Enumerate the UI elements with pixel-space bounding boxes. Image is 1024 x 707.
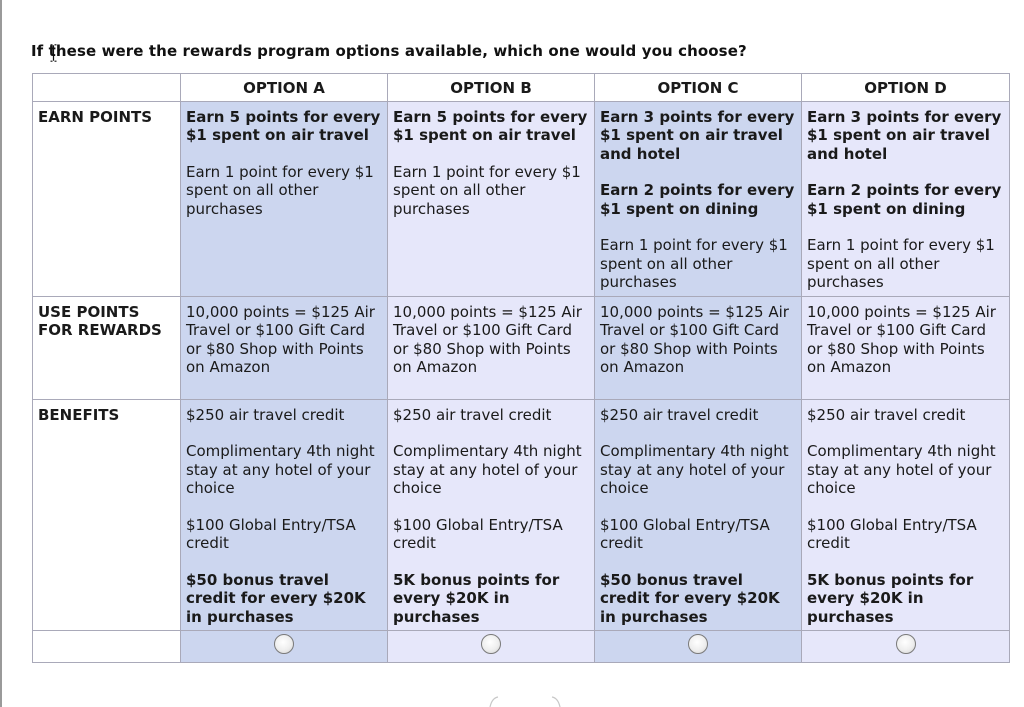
option-c-header: OPTION C: [595, 74, 802, 102]
benefit-text: 5K bonus points for every $20K in purchases: [807, 570, 974, 626]
question-text: If these were the rewards program options available, which one would you choose?: [31, 42, 747, 60]
earn-text: Earn 5 points for every $1 spent on air travel: [393, 107, 588, 144]
option-d-header: OPTION D: [802, 74, 1010, 102]
choice-row: [33, 630, 1010, 663]
benefit-text: Complimentary 4th night stay at any hotel of your choice: [600, 442, 789, 497]
option-b-choice-cell: [388, 630, 595, 663]
option-d-use-cell: 10,000 points = $125 Air Travel or $100 Gift Card or $80 Shop with Points on Amazon: [802, 296, 1010, 399]
earn-text: Earn 1 point for every $1 spent on all other purchases: [393, 162, 581, 218]
benefit-text: $100 Global Entry/TSA credit: [186, 515, 356, 552]
benefit-text: Complimentary 4th night stay at any hotel of your choice: [186, 442, 375, 497]
earn-text: Earn 3 points for every $1 spent on air travel and hotel: [600, 107, 795, 163]
option-b-radio[interactable]: [481, 634, 501, 654]
header-corner: [33, 74, 181, 102]
option-c-radio[interactable]: [688, 634, 708, 654]
option-b-use-cell: 10,000 points = $125 Air Travel or $100 Gift Card or $80 Shop with Points on Amazon: [388, 296, 595, 399]
benefit-text: Complimentary 4th night stay at any hotel of your choice: [807, 442, 996, 497]
benefits-row: [33, 399, 1010, 630]
option-d-earn-cell: [802, 101, 1010, 296]
text-cursor-icon: [50, 44, 57, 62]
earn-text: Earn 3 points for every $1 spent on air travel and hotel: [807, 107, 1002, 163]
option-d-radio[interactable]: [896, 634, 916, 654]
option-a-earn-cell: [181, 101, 388, 296]
options-table: [32, 73, 1010, 663]
option-b-earn-cell: [388, 101, 595, 296]
benefit-text: $50 bonus travel credit for every $20K in purchases: [600, 570, 780, 626]
option-a-choice-cell: [181, 630, 388, 663]
option-b-header: OPTION B: [388, 74, 595, 102]
option-c-earn-cell: [595, 101, 802, 296]
benefits-label: BENEFITS: [33, 399, 181, 630]
option-d-benefits-cell: [802, 399, 1010, 630]
option-a-benefits-cell: [181, 399, 388, 630]
benefit-text: $250 air travel credit: [186, 405, 345, 424]
option-a-header: OPTION A: [181, 74, 388, 102]
choice-row-label: [33, 630, 181, 663]
earn-text: Earn 5 points for every $1 spent on air travel: [186, 107, 381, 144]
earn-text: Earn 1 point for every $1 spent on all other purchases: [186, 162, 374, 218]
benefit-text: $250 air travel credit: [807, 405, 966, 424]
header-row: [33, 74, 1010, 102]
earn-text: Earn 1 point for every $1 spent on all other purchases: [600, 236, 788, 291]
use-points-row: [33, 296, 1010, 399]
benefit-text: 5K bonus points for every $20K in purchases: [393, 570, 560, 626]
option-c-use-cell: 10,000 points = $125 Air Travel or $100 Gift Card or $80 Shop with Points on Amazon: [595, 296, 802, 399]
earn-points-label: EARN POINTS: [33, 101, 181, 296]
earn-text: Earn 2 points for every $1 spent on dining: [600, 181, 795, 218]
earn-points-row: [33, 101, 1010, 296]
benefit-text: $100 Global Entry/TSA credit: [393, 515, 563, 552]
option-a-use-cell: 10,000 points = $125 Air Travel or $100 Gift Card or $80 Shop with Points on Amazon: [181, 296, 388, 399]
benefit-text: $100 Global Entry/TSA credit: [807, 515, 977, 552]
benefit-text: $50 bonus travel credit for every $20K in purchases: [186, 570, 366, 626]
benefit-text: $100 Global Entry/TSA credit: [600, 515, 770, 552]
option-b-benefits-cell: [388, 399, 595, 630]
benefit-text: $250 air travel credit: [393, 405, 552, 424]
use-points-label: USE POINTS FOR REWARDS: [33, 296, 181, 399]
option-c-benefits-cell: [595, 399, 802, 630]
benefit-text: Complimentary 4th night stay at any hotel of your choice: [393, 442, 582, 497]
option-a-radio[interactable]: [274, 634, 294, 654]
earn-text: Earn 1 point for every $1 spent on all other purchases: [807, 236, 995, 291]
partial-arrows-icon: [472, 694, 572, 707]
earn-text: Earn 2 points for every $1 spent on dining: [807, 181, 1002, 218]
option-c-choice-cell: [595, 630, 802, 663]
option-d-choice-cell: [802, 630, 1010, 663]
benefit-text: $250 air travel credit: [600, 405, 759, 424]
